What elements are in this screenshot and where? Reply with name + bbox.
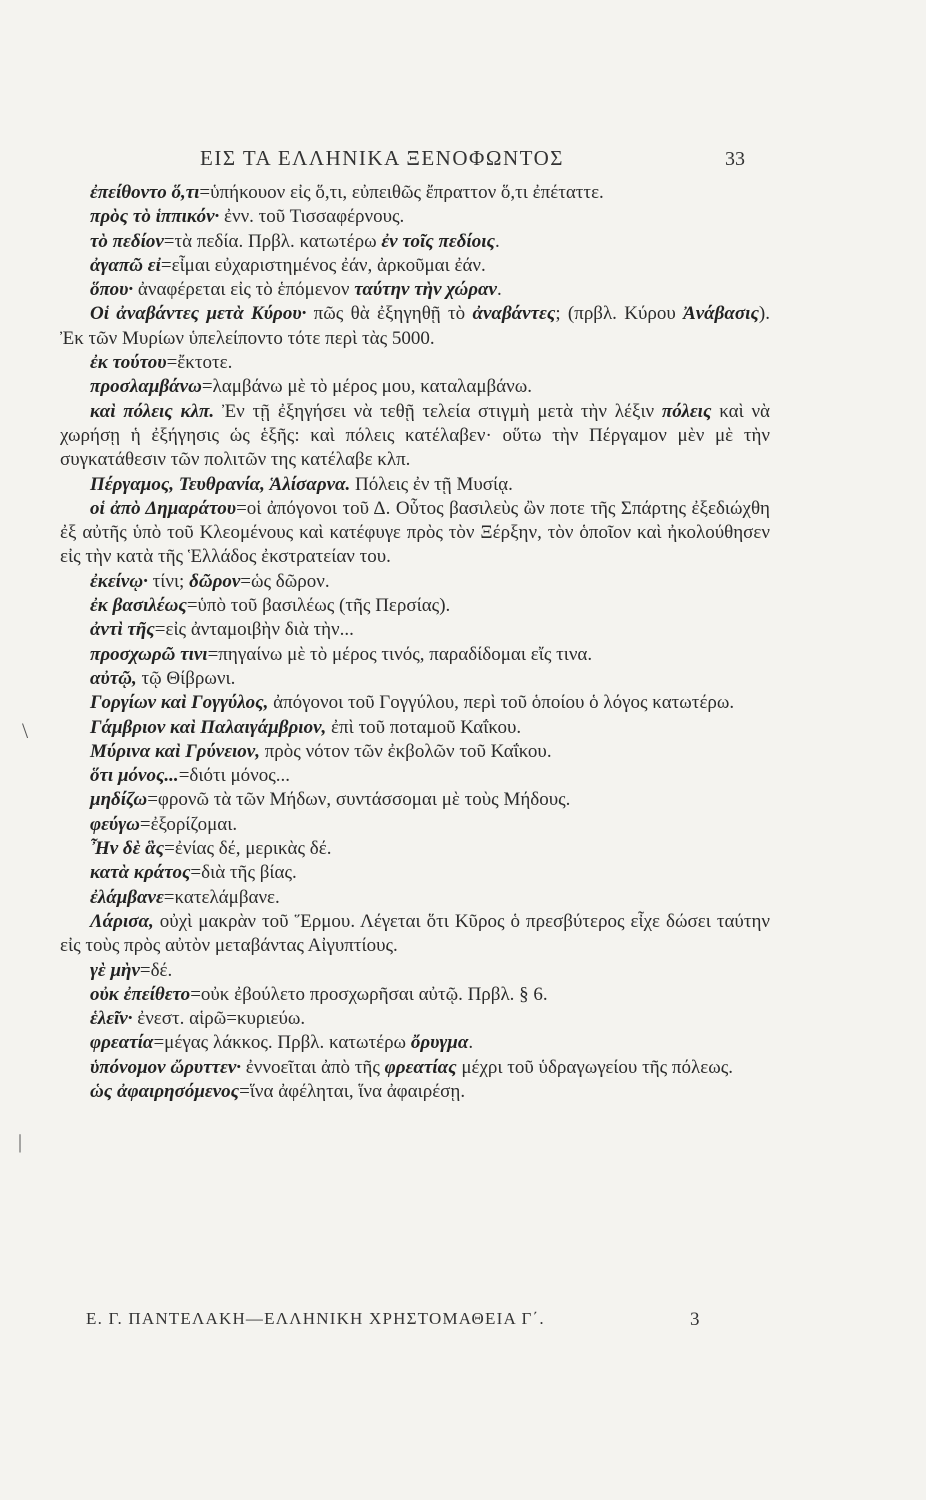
entry: ὅτι μόνος...=διότι μόνος... — [90, 765, 291, 787]
entry: ἀγαπῶ εἰ=εἶμαι εὐχαριστημένος ἐάν, ἀρκοῦμαι ἐάν. — [90, 254, 486, 276]
entry: ἀντὶ τῆς=εἰς ἀνταμοιβὴν διὰ τὴν... — [90, 619, 354, 641]
entry: Οἱ ἀναβάντες μετὰ Κύρου· πῶς θὰ ἐξηγηθῇ τὸ ἀναβάντες; (πρβλ. Κύρου Ἀνάβασις). Ἐκ τῶν Μυρίων ὑπελείποντο τότε περὶ τὰς 5000. — [60, 303, 770, 349]
entry: τὸ πεδίον=τὰ πεδία. Πρβλ. κατωτέρω ἐν τοῖς πεδίοις. — [90, 230, 500, 252]
entry: ὑπόνομον ὤρυττεν· ἐννοεῖται ἀπὸ τῆς φρεατίας μέχρι τοῦ ὑδραγωγείου τῆς πόλεως. — [90, 1056, 733, 1078]
entry: ἐκ τούτου=ἔκτοτε. — [90, 352, 233, 374]
margin-mark: | — [18, 1131, 23, 1153]
entry: ἐλάμβανε=κατελάμβανε. — [90, 886, 280, 908]
entry: Πέργαμος, Τευθρανία, Ἁλίσαρνα. Πόλεις ἐν τῇ Μυσίᾳ. — [90, 473, 513, 495]
signature-mark: 3 — [690, 1309, 700, 1330]
entry: προσχωρῶ τινι=πηγαίνω μὲ τὸ μέρος τινός, παραδίδομαι εἴς τινα. — [90, 643, 593, 665]
entry: ὅπου· ἀναφέρεται εἰς τὸ ἑπόμενον ταύτην τὴν χώραν. — [90, 279, 502, 301]
entry: Ἦν δὲ ἃς=ἐνίας δέ, μερικὰς δέ. — [90, 838, 332, 860]
entry: ἐπείθοντο ὅ,τι=ὑπήκουον εἰς ὅ,τι, εὐπειθῶς ἔπραττον ὅ,τι ἐπέταττε. — [90, 182, 604, 203]
running-title: ΕΙΣ ΤΑ ΕΛΛΗΝΙΚΑ ΞΕΝΟΦΩΝΤΟΣ — [200, 146, 564, 170]
commentary-body — [60, 181, 770, 1104]
entry: μηδίζω=φρονῶ τὰ τῶν Μήδων, συντάσσομαι μὲ τοὺς Μήδους. — [90, 789, 571, 811]
entry: φεύγω=ἐξορίζομαι. — [90, 813, 238, 835]
entry: ὡς ἀφαιρησόμενος=ἵνα ἀφέληται, ἵνα ἀφαιρέσῃ. — [90, 1080, 466, 1102]
footer-citation: Ε. Γ. ΠΑΝΤΕΛΑΚΗ—ΕΛΛΗΝΙΚΗ ΧΡΗΣΤΟΜΑΘΕΙΑ Γ΄. — [86, 1309, 545, 1328]
entry: προσλαμβάνω=λαμβάνω μὲ τὸ μέρος μου, καταλαμβάνω. — [90, 376, 532, 398]
entry: πρὸς τὸ ἱππικόν· ἐνν. τοῦ Τισσαφέρνους. — [90, 206, 405, 228]
running-header — [0, 146, 926, 176]
entry: φρεατία=μέγας λάκκος. Πρβλ. κατωτέρω ὄρυγμα. — [90, 1032, 474, 1054]
page-footer — [0, 1309, 926, 1339]
entry: ἐκ βασιλέως=ὑπὸ τοῦ βασιλέως (τῆς Περσίας). — [90, 595, 451, 617]
entry: Γάμβριον καὶ Παλαιγάμβριον, ἐπὶ τοῦ ποταμοῦ Καΐκου. — [90, 716, 522, 738]
entry: οἱ ἀπὸ Δημαράτου=οἱ ἀπόγονοι τοῦ Δ. Οὗτος βασιλεὺς ὢν ποτε τῆς Σπάρτης ἐξεδιώχθη ἐξ αὐτῆς ὑπὸ τοῦ Κλεομένους καὶ κατέφυγε πρὸς τὸν Ξέρξην, τὸν ὁποῖον καὶ ἠκολούθησεν εἰς τὴν κατὰ τῆς Ἑλλάδος ἐκστρατείαν του. — [60, 497, 770, 568]
entry: οὐκ ἐπείθετο=οὐκ ἐβούλετο προσχωρῆσαι αὐτῷ. Πρβλ. § 6. — [90, 983, 548, 1005]
entry: κατὰ κράτος=διὰ τῆς βίας. — [90, 862, 297, 884]
entry: ἑλεῖν· ἐνεστ. αἱρῶ=κυριεύω. — [90, 1008, 306, 1030]
entry: καὶ πόλεις κλπ. Ἐν τῇ ἐξηγήσει νὰ τεθῇ τελεία στιγμὴ μετὰ τὴν λέξιν πόλεις καὶ νὰ χωρήσῃ ἡ ἐξήγησις ὡς ἑξῆς: καὶ πόλεις κατέλαβεν· οὕτω τὴν Πέργαμον μὲν μὲ τὴν συγκατάθεσιν τῶν πολιτῶν της κατέλαβε κλπ. — [60, 400, 770, 471]
entry: Μύρινα καὶ Γρύνειον, πρὸς νότον τῶν ἐκβολῶν τοῦ Καΐκου. — [90, 740, 552, 762]
page-number: 33 — [725, 148, 745, 170]
entry: Γοργίων καὶ Γογγύλος, ἀπόγονοι τοῦ Γογγύλου, περὶ τοῦ ὁποίου ὁ λόγος κατωτέρω. — [90, 692, 735, 714]
entry: αὐτῷ, τῷ Θίβρωνι. — [90, 667, 236, 689]
margin-mark: \ — [22, 718, 29, 743]
entry: Λάρισα, οὐχὶ μακρὰν τοῦ Ἕρμου. Λέγεται ὅτι Κῦρος ὁ πρεσβύτερος εἶχε δώσει ταύτην εἰς τοὺς πρὸς αὐτὸν μεταβάντας Αἰγυπτίους. — [60, 910, 770, 957]
entry: ἐκείνῳ· τίνι; δῶρον=ὡς δῶρον. — [90, 570, 330, 592]
entry: γὲ μὴν=δέ. — [90, 959, 173, 981]
